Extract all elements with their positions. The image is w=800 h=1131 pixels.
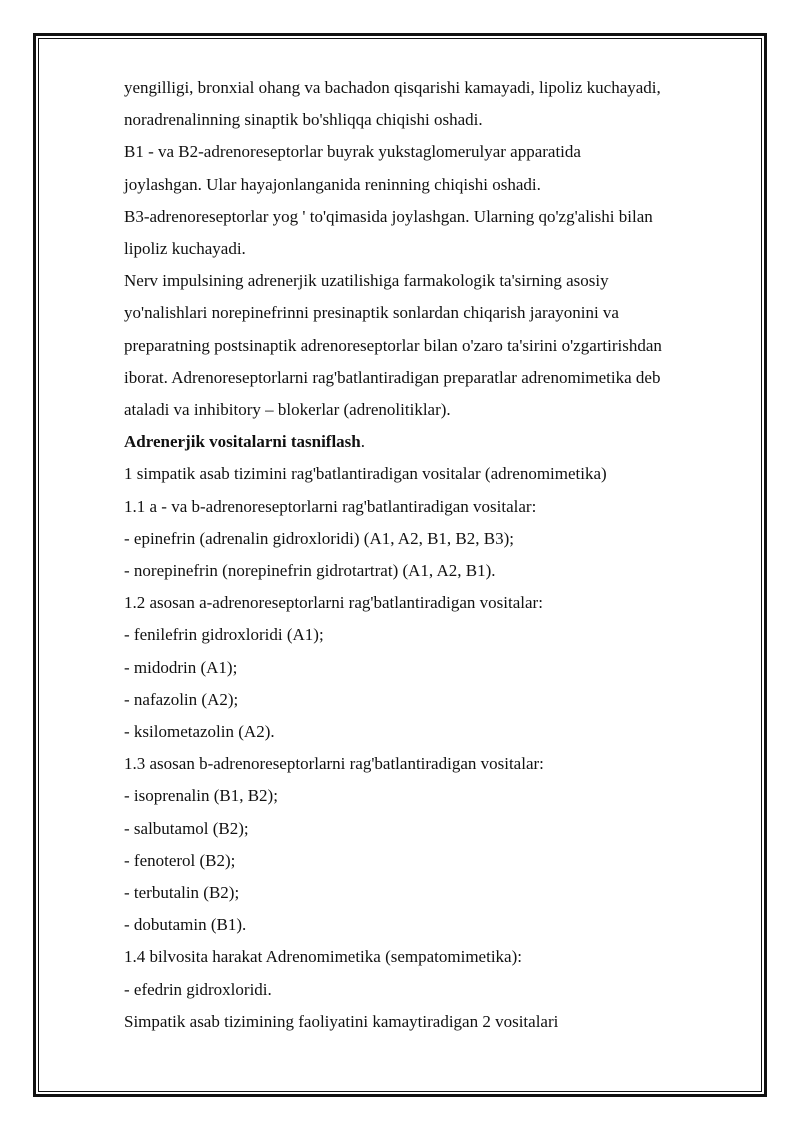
list-line: 1.2 asosan a-adrenoreseptorlarni rag'batlantiradigan vositalar: bbox=[124, 593, 543, 613]
list-line: - fenoterol (B2); bbox=[124, 850, 236, 870]
list-line: 1 simpatik asab tizimini rag'batlantiradigan vositalar (adrenomimetika) bbox=[124, 464, 607, 484]
list-line: - ksilometazolin (A2). bbox=[124, 722, 275, 742]
text-line: yengilligi, bronxial ohang va bachadon qisqarishi kamayadi, lipoliz kuchayadi, bbox=[124, 78, 661, 97]
text-line: joylashgan. Ular hayajonlanganida reninning chiqishi oshadi. bbox=[124, 174, 541, 194]
text-line: B3-adrenoreseptorlar yog ' to'qimasida joylashgan. Ularning qo'zg'alishi bilan bbox=[124, 206, 653, 226]
list-line: - isoprenalin (B1, B2); bbox=[124, 786, 278, 806]
list-line: - fenilefrin gidroxloridi (A1); bbox=[124, 625, 324, 645]
list-line: - norepinefrin (norepinefrin gidrotartrat) (A1, A2, B1). bbox=[124, 561, 496, 581]
list-line: - salbutamol (B2); bbox=[124, 818, 249, 838]
text-line: iborat. Adrenoreseptorlarni rag'batlantiradigan preparatlar adrenomimetika deb bbox=[124, 367, 661, 387]
text-line: B1 - va B2-adrenoreseptorlar buyrak yukstaglomerulyar apparatida bbox=[124, 142, 581, 162]
section-heading-tail: . bbox=[360, 432, 366, 452]
section-heading-bold: Adrenerjik vositalarni tasniflash bbox=[124, 432, 361, 452]
list-line: - dobutamin (B1). bbox=[124, 915, 247, 935]
text-line: Nerv impulsining adrenerjik uzatilishiga farmakologik ta'sirning asosiy bbox=[124, 271, 609, 291]
list-line: 1.1 a - va b-adrenoreseptorlarni rag'batlantiradigan vositalar: bbox=[124, 496, 537, 516]
list-line: - efedrin gidroxloridi. bbox=[124, 979, 272, 999]
text-line: preparatning postsinaptik adrenoreseptorlar bilan o'zaro ta'sirini o'zgartirishdan bbox=[124, 335, 662, 355]
list-line: 1.4 bilvosita harakat Adrenomimetika (sempatomimetika): bbox=[124, 947, 522, 967]
section-heading bbox=[124, 426, 724, 458]
list-line: - epinefrin (adrenalin gidroxloridi) (A1, A2, B1, B2, B3); bbox=[124, 528, 514, 548]
text-line: ataladi va inhibitory – blokerlar (adrenolitiklar). bbox=[124, 400, 451, 420]
text-line: yo'nalishlari norepinefrinni presinaptik sonlardan chiqarish jarayonini va bbox=[124, 303, 619, 323]
document-body bbox=[124, 72, 724, 1038]
list-line: - terbutalin (B2); bbox=[124, 883, 240, 903]
text-line: lipoliz kuchayadi. bbox=[124, 239, 246, 259]
list-line: Simpatik asab tizimining faoliyatini kamaytiradigan 2 vositalari bbox=[124, 1011, 559, 1031]
list-line: - nafazolin (A2); bbox=[124, 689, 239, 709]
list-line: 1.3 asosan b-adrenoreseptorlarni rag'batlantiradigan vositalar: bbox=[124, 754, 544, 774]
list-line: - midodrin (A1); bbox=[124, 657, 238, 677]
text-line: noradrenalinning sinaptik bo'shliqqa chiqishi oshadi. bbox=[124, 110, 483, 130]
